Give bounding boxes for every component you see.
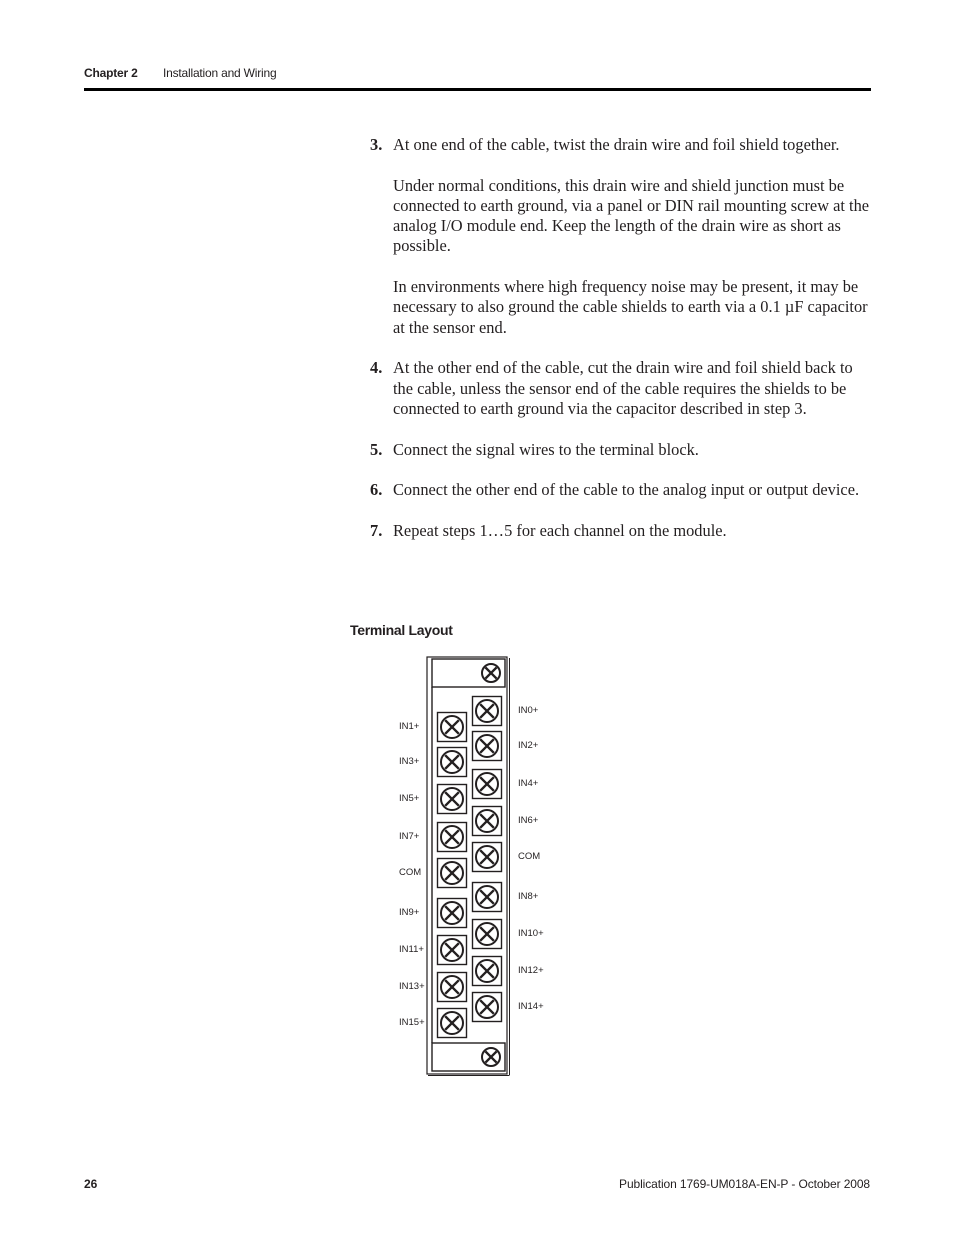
section-title: Installation and Wiring [163,66,277,80]
step-number: 6. [370,480,383,500]
chapter-label: Chapter 2 [84,66,138,80]
terminal-block-drawing [390,655,550,1077]
left-terminal-label: IN1+ [399,721,420,732]
right-terminal-label: IN2+ [518,740,539,751]
step-7 [370,521,870,541]
step-number: 4. [370,358,383,378]
right-terminal-label: IN6+ [518,815,539,826]
right-terminal-label: IN12+ [518,965,544,976]
step-3 [370,135,870,338]
right-terminal-label: IN0+ [518,705,539,716]
left-terminal-label: IN13+ [399,981,425,992]
publication-info: Publication 1769-UM018A-EN-P - October 2008 [619,1177,870,1191]
step-paragraph: At the other end of the cable, cut the drain wire and foil shield back to the cable, unless the sensor end of the cable requires the shields to be connected to earth ground via the capacitor described in step 3. [393,358,853,418]
left-terminal-label: IN3+ [399,756,420,767]
right-terminal-label: IN14+ [518,1001,544,1012]
step-paragraph: In environments where high frequency noise may be present, it may be necessary to also ground the cable shields to earth via a 0.1 µF capacitor at the sensor end. [393,277,868,337]
step-number: 3. [370,135,383,154]
terminal-layout-figure [390,655,550,1077]
step-paragraph: Repeat steps 1…5 for each channel on the module. [393,521,727,541]
step-paragraph: Under normal conditions, this drain wire and shield junction must be connected to earth ground, via a panel or DIN rail mounting screw at the analog I/O module end. Keep the length of the drain wire as short as possible. [393,175,870,256]
left-terminal-label: COM [399,867,422,878]
left-terminal-label: IN5+ [399,793,420,804]
figure-title: Terminal Layout [350,622,453,638]
step-number: 7. [370,521,383,541]
right-terminal-label: IN10+ [518,928,544,939]
header-rule [84,88,871,91]
left-terminal-label: IN11+ [399,944,424,955]
right-terminal-label: COM [518,851,541,862]
step-4 [370,358,870,419]
step-list [370,135,870,562]
right-terminal-label: IN8+ [518,891,539,902]
left-terminal-label: IN9+ [399,907,420,918]
step-number: 5. [370,439,383,459]
step-paragraph: At one end of the cable, twist the drain wire and foil shield together. [393,135,840,154]
step-5 [370,440,870,460]
right-terminal-label: IN4+ [518,778,539,789]
page-number: 26 [84,1177,98,1191]
step-paragraph: Connect the signal wires to the terminal block. [393,439,699,459]
step-paragraph: Connect the other end of the cable to the analog input or output device. [393,480,860,500]
left-terminal-label: IN7+ [399,831,420,842]
step-6 [370,480,870,500]
left-terminal-label: IN15+ [399,1017,425,1028]
